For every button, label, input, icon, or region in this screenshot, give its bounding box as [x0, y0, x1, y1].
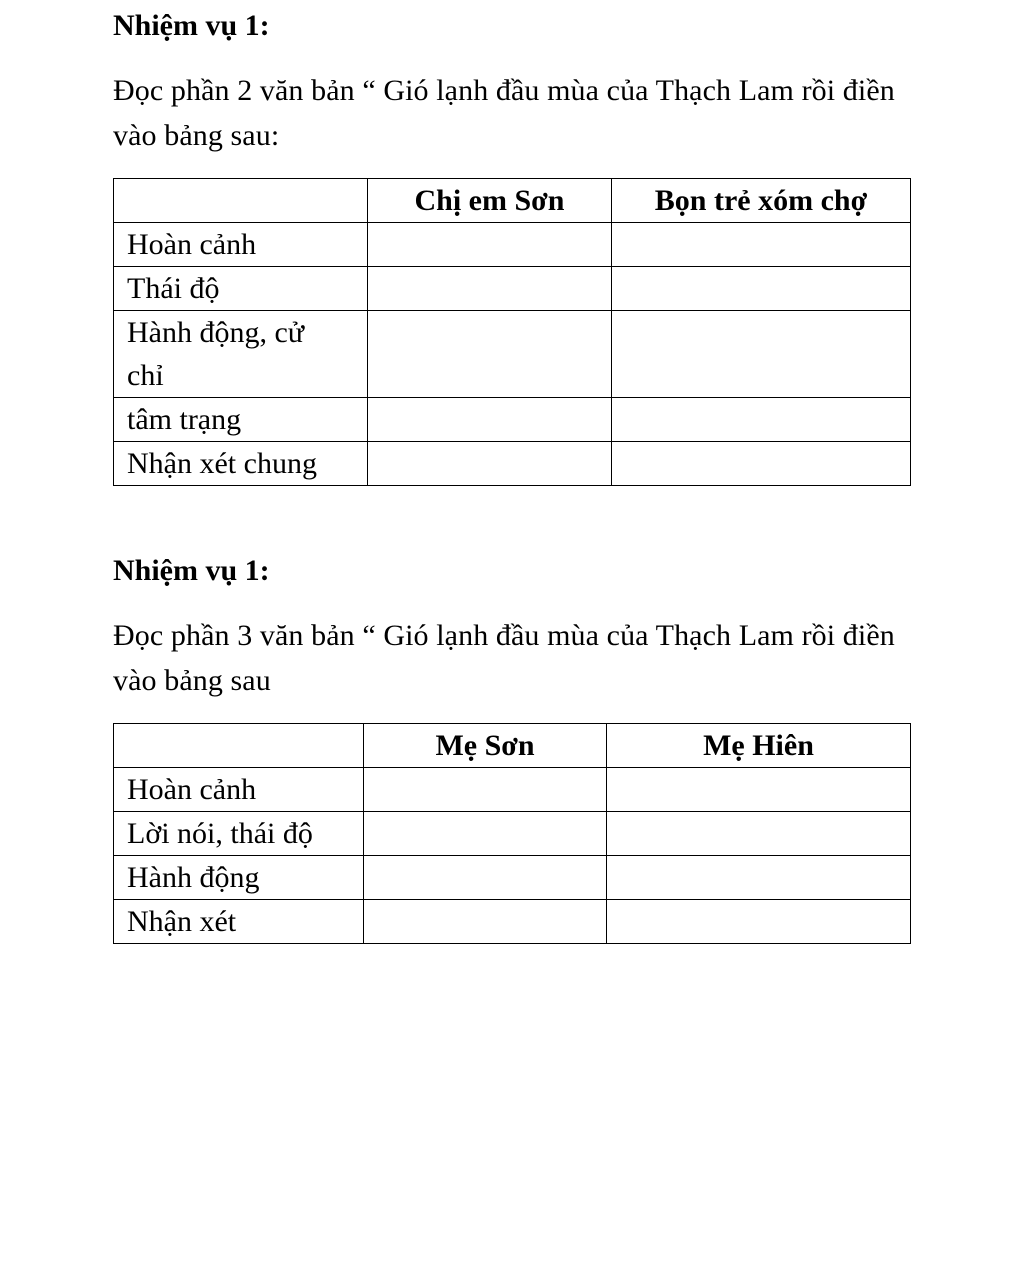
row-label: Hành động, cử chỉ [114, 311, 368, 398]
table-cell[interactable] [612, 398, 911, 442]
table-cell[interactable] [368, 398, 612, 442]
row-label: Lời nói, thái độ [114, 812, 364, 856]
table-row [114, 398, 911, 442]
table-cell[interactable] [607, 812, 911, 856]
table-row [114, 311, 911, 398]
row-label: Hoàn cảnh [114, 223, 368, 267]
table-row [114, 442, 911, 486]
table-cell[interactable] [368, 311, 612, 398]
table-cell[interactable] [612, 311, 911, 398]
table-cell[interactable] [364, 768, 607, 812]
table-header-row [114, 724, 911, 768]
table-header-me-son: Mẹ Sơn [364, 724, 607, 768]
row-label: tâm trạng [114, 398, 368, 442]
table-cell[interactable] [607, 900, 911, 944]
table-header-empty [114, 724, 364, 768]
table-cell[interactable] [364, 812, 607, 856]
table-row [114, 812, 911, 856]
table-header-row [114, 179, 911, 223]
row-label: Nhận xét chung [114, 442, 368, 486]
table-header-bon-tre-xom-cho: Bọn trẻ xóm chợ [612, 179, 911, 223]
task2-table [113, 723, 911, 944]
row-label: Nhận xét [114, 900, 364, 944]
table-cell[interactable] [368, 442, 612, 486]
table-header-empty [114, 179, 368, 223]
table-cell[interactable] [612, 223, 911, 267]
task1-heading: Nhiệm vụ 1: [113, 9, 270, 42]
table-cell[interactable] [368, 267, 612, 311]
table-row [114, 900, 911, 944]
table-cell[interactable] [364, 900, 607, 944]
task1-instruction: Đọc phần 2 văn bản “ Gió lạnh đầu mùa của Thạch Lam rồi điền vào bảng sau: [113, 74, 895, 152]
table-cell[interactable] [607, 768, 911, 812]
table-cell[interactable] [612, 442, 911, 486]
table-row [114, 768, 911, 812]
table-header-me-hien: Mẹ Hiên [607, 724, 911, 768]
task2-heading: Nhiệm vụ 1: [113, 554, 270, 587]
table-row [114, 223, 911, 267]
table-cell[interactable] [368, 223, 612, 267]
table-cell[interactable] [607, 856, 911, 900]
table-row [114, 856, 911, 900]
table-cell[interactable] [364, 856, 607, 900]
task1-table [113, 178, 911, 486]
table-row [114, 267, 911, 311]
task2-instruction: Đọc phần 3 văn bản “ Gió lạnh đầu mùa của Thạch Lam rồi điền vào bảng sau [113, 619, 895, 697]
row-label: Hoàn cảnh [114, 768, 364, 812]
table-header-chi-em-son: Chị em Sơn [368, 179, 612, 223]
row-label: Hành động [114, 856, 364, 900]
table-cell[interactable] [612, 267, 911, 311]
row-label: Thái độ [114, 267, 368, 311]
